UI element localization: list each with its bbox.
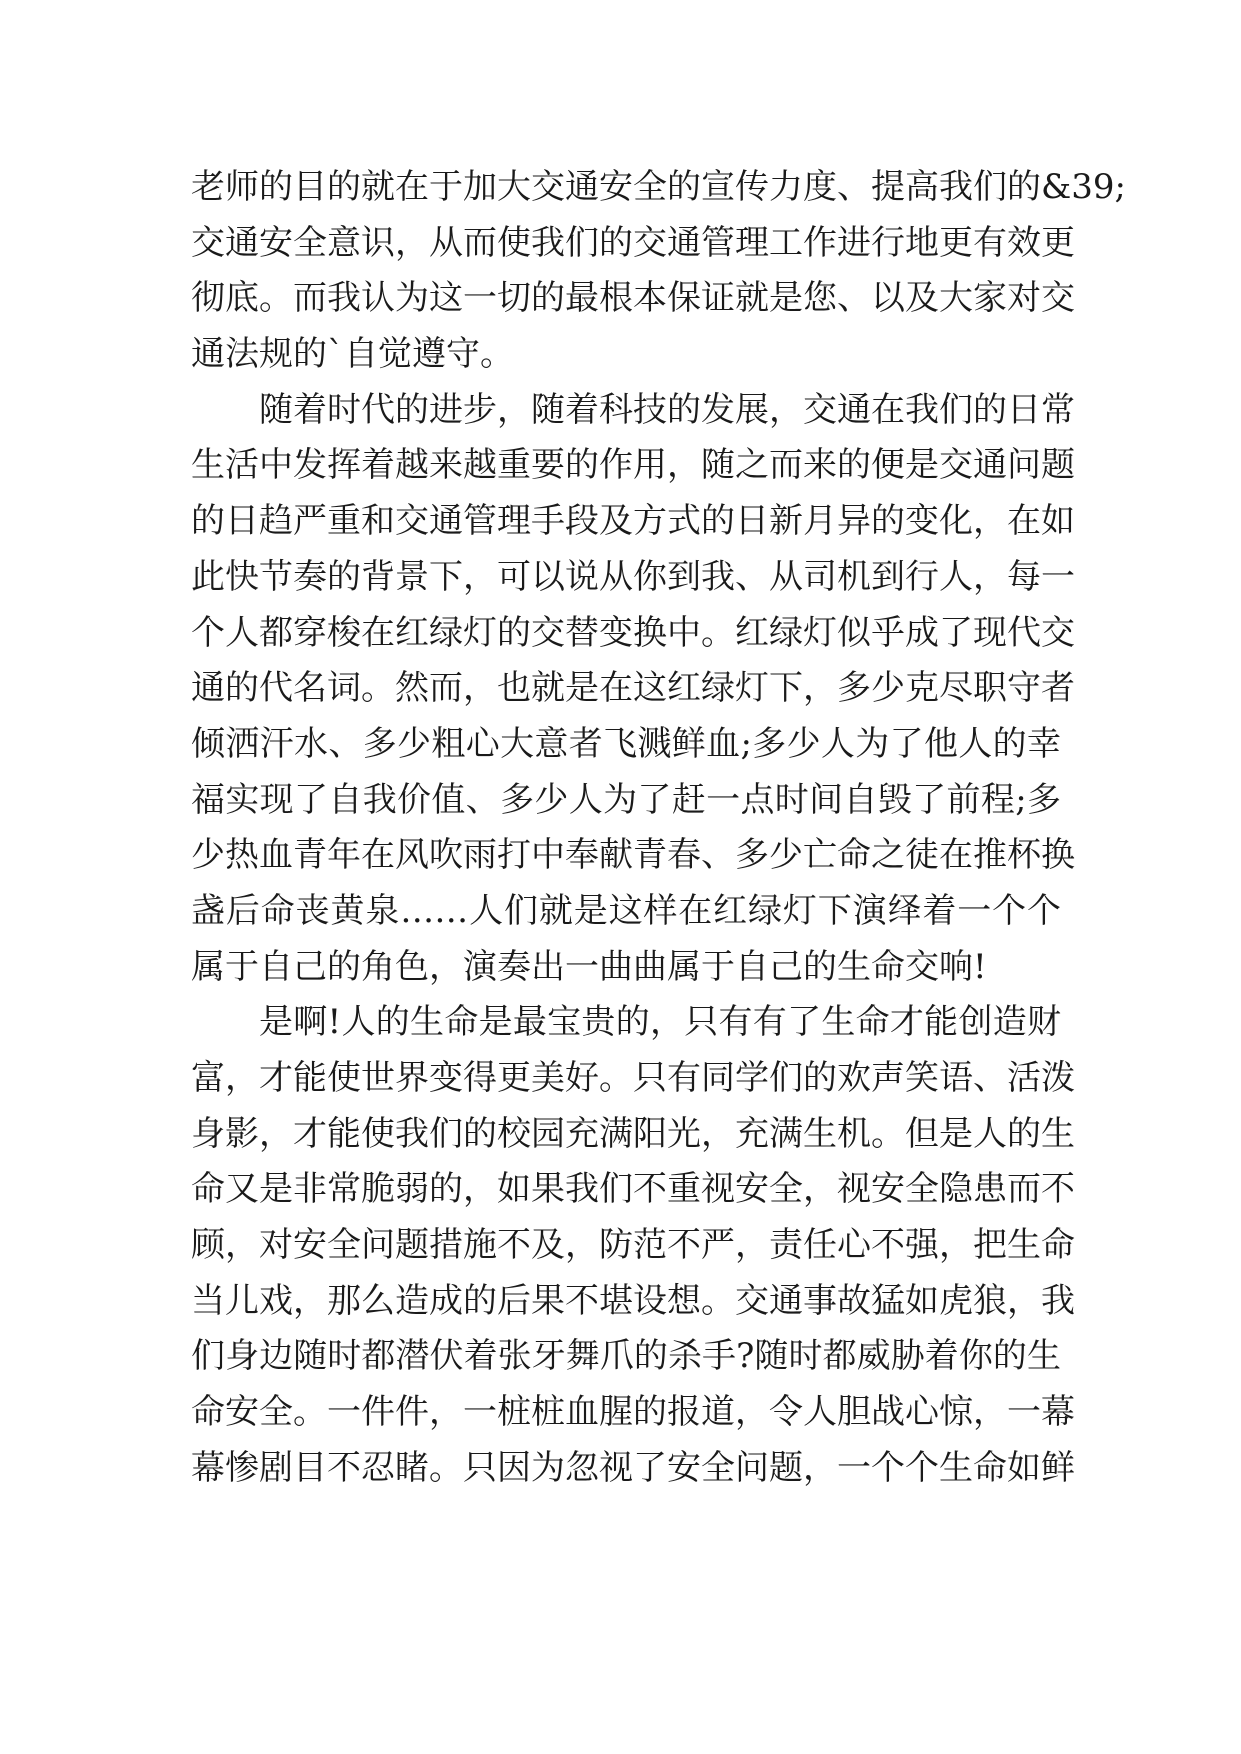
text-line: 盏后命丧黄泉……人们就是这样在红绿灯下演绎着一个个: [191, 890, 1061, 931]
text-line: 老师的目的就在于加大交通安全的宣传力度、提高我们的&39;: [191, 167, 1126, 207]
text-line: 通的代名词。然而，也就是在这红绿灯下，多少克尽职守者: [191, 668, 1075, 709]
text-line: 生活中发挥着越来越重要的作用，随之而来的便是交通问题: [191, 445, 1075, 486]
text-line: 个人都穿梭在红绿灯的交替变换中。红绿灯似乎成了现代交: [191, 612, 1075, 653]
text-line: 福实现了自我价值、多少人为了赶一点时间自毁了前程;多: [191, 779, 1061, 820]
text-line: 此快节奏的背景下，可以说从你到我、从司机到行人，每一: [191, 556, 1075, 597]
text-line: 是啊!人的生命是最宝贵的，只有有了生命才能创造财: [259, 1002, 1061, 1043]
text-line: 富，才能使世界变得更美好。只有同学们的欢声笑语、活泼: [191, 1058, 1075, 1098]
text-line: 倾洒汗水、多少粗心大意者飞溅鲜血;多少人为了他人的幸: [191, 723, 1061, 764]
text-line: 通法规的`自觉遵守。: [191, 334, 514, 375]
text-line: 们身边随时都潜伏着张牙舞爪的杀手?随时都威胁着你的生: [191, 1336, 1061, 1377]
text-line: 少热血青年在风吹雨打中奉献青春、多少亡命之徒在推杯换: [191, 835, 1075, 876]
text-line: 幕惨剧目不忍睹。只因为忽视了安全问题，一个个生命如鲜: [191, 1447, 1075, 1488]
text-line: 命安全。一件件，一桩桩血腥的报道，令人胆战心惊，一幕: [191, 1392, 1075, 1433]
text-line: 随着时代的进步，随着科技的发展，交通在我们的日常: [259, 389, 1075, 430]
text-line: 交通安全意识，从而使我们的交通管理工作进行地更有效更: [191, 222, 1075, 263]
text-line: 属于自己的角色，演奏出一曲曲属于自己的生命交响!: [191, 946, 987, 987]
text-line: 身影，才能使我们的校园充满阳光，充满生机。但是人的生: [191, 1113, 1075, 1154]
body-text: [191, 160, 1126, 1497]
text-line: 顾，对安全问题措施不及，防范不严，责任心不强，把生命: [191, 1225, 1075, 1266]
text-line: 命又是非常脆弱的，如果我们不重视安全，视安全隐患而不: [191, 1169, 1075, 1210]
text-line: 彻底。而我认为这一切的最根本保证就是您、以及大家对交: [191, 278, 1075, 319]
text-line: 的日趋严重和交通管理手段及方式的日新月异的变化，在如: [191, 501, 1075, 542]
text-line: 当儿戏，那么造成的后果不堪设想。交通事故猛如虎狼，我: [191, 1280, 1075, 1321]
